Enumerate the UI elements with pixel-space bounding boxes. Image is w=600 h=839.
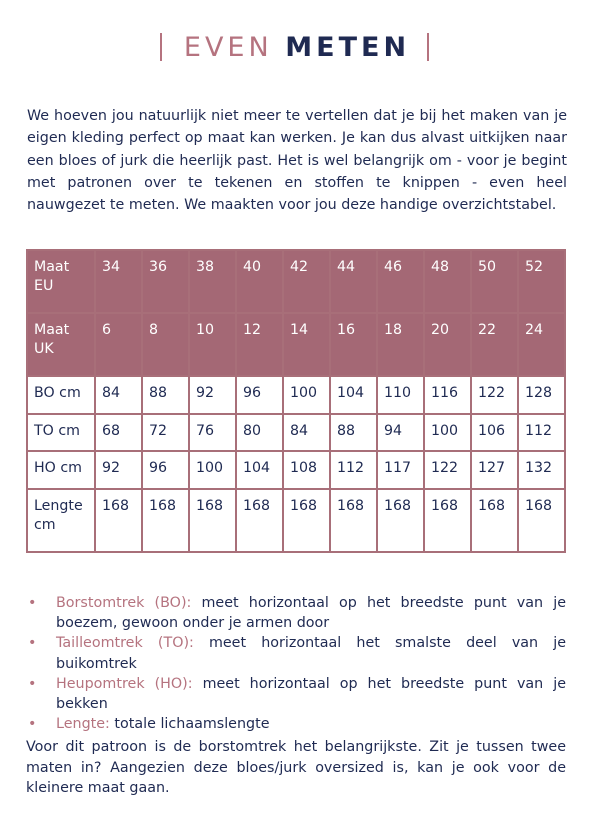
table-cell: 104: [330, 376, 377, 414]
table-row: [27, 250, 565, 313]
definition-text: totale lichaamslengte: [109, 716, 270, 733]
table-cell: 168: [471, 489, 518, 552]
table-cell: 42: [283, 250, 330, 313]
table-cell: 168: [283, 489, 330, 552]
row-label: BO cm: [27, 376, 95, 414]
table-cell: 122: [471, 376, 518, 414]
table-cell: 72: [142, 414, 189, 452]
table-row: [27, 489, 565, 552]
table-cell: 104: [236, 451, 283, 489]
table-cell: 96: [236, 376, 283, 414]
title-divider-right: [427, 33, 429, 61]
table-cell: 96: [142, 451, 189, 489]
definition-text: meet horizontaal het smalste deel van je buikomtrek: [56, 635, 566, 672]
table-cell: 168: [518, 489, 565, 552]
table-cell: 50: [471, 250, 518, 313]
table-cell: 168: [424, 489, 471, 552]
table-cell: 112: [518, 414, 565, 452]
page-title: [172, 30, 422, 66]
definition-term: Borstomtrek (BO):: [56, 595, 192, 611]
page-header: [0, 30, 600, 70]
table-cell: 48: [424, 250, 471, 313]
table-cell: 100: [283, 376, 330, 414]
measurement-definitions: [26, 593, 566, 734]
definition-term: Heupomtrek (HO):: [56, 675, 193, 692]
table-cell: 38: [189, 250, 236, 313]
table-cell: 100: [424, 414, 471, 452]
table-cell: 92: [189, 376, 236, 414]
table-cell: 34: [95, 250, 142, 313]
definition-term: Lengte:: [56, 716, 110, 733]
bullet-icon: •: [28, 595, 37, 611]
table-cell: 10: [189, 313, 236, 376]
table-cell: 8: [142, 313, 189, 376]
table-cell: 122: [424, 451, 471, 489]
table-cell: 132: [518, 451, 565, 489]
intro-paragraph: We hoeven jou natuurlijk niet meer te vertellen dat je bij het maken van je eigen kleding perfect op maat kan werken. Je kan dus alvast uitkijken naar een bloes of jurk die heerlijk past. Het is wel belangrijk om - voor je begint met patronen over te tekenen en stoffen te knippen - even heel nauwgezet te meten. We maakten voor jou deze handige overzichtstabel.: [27, 108, 567, 214]
table-cell: 80: [236, 414, 283, 452]
table-cell: 12: [236, 313, 283, 376]
title-divider-left: [160, 33, 162, 61]
table-cell: 52: [518, 250, 565, 313]
table-cell: 106: [471, 414, 518, 452]
list-item: [26, 593, 566, 633]
table-cell: 108: [283, 451, 330, 489]
table-cell: 168: [95, 489, 142, 552]
title-word-meten: METEN: [285, 32, 411, 63]
table-cell: 110: [377, 376, 424, 414]
table-cell: 84: [283, 414, 330, 452]
table-cell: 168: [142, 489, 189, 552]
definition-term: Tailleomtrek (TO):: [56, 635, 194, 652]
size-table: [26, 249, 566, 553]
table-cell: 168: [330, 489, 377, 552]
table-cell: 40: [236, 250, 283, 313]
table-row: [27, 376, 565, 414]
row-label: Maat EU: [27, 250, 95, 313]
list-item: [26, 714, 566, 734]
table-cell: 112: [330, 451, 377, 489]
table-cell: 6: [95, 313, 142, 376]
table-cell: 20: [424, 313, 471, 376]
table-cell: 88: [330, 414, 377, 452]
list-item: [26, 674, 566, 714]
bullet-icon: •: [28, 635, 37, 652]
list-item: [26, 633, 566, 673]
table-cell: 36: [142, 250, 189, 313]
table-cell: 117: [377, 451, 424, 489]
table-row: [27, 313, 565, 376]
table-cell: 168: [236, 489, 283, 552]
table-row: [27, 451, 565, 489]
table-cell: 127: [471, 451, 518, 489]
table-cell: 16: [330, 313, 377, 376]
table-cell: 94: [377, 414, 424, 452]
table-cell: 14: [283, 313, 330, 376]
table-cell: 46: [377, 250, 424, 313]
table-cell: 76: [189, 414, 236, 452]
table-cell: 84: [95, 376, 142, 414]
table-cell: 88: [142, 376, 189, 414]
pattern-note: Voor dit patroon is de borstomtrek het belangrijkste. Zit je tussen twee maten in? Aangezien deze bloes/jurk oversized is, kan je ook voor de kleinere maat gaan.: [26, 739, 566, 797]
table-cell: 100: [189, 451, 236, 489]
row-label: HO cm: [27, 451, 95, 489]
row-label: Maat UK: [27, 313, 95, 376]
definition-text: meet horizontaal op het breedste punt van je bekken: [56, 675, 566, 713]
table-cell: 44: [330, 250, 377, 313]
row-label: TO cm: [27, 414, 95, 452]
table-row: [27, 414, 565, 452]
title-word-even: EVEN: [183, 32, 273, 63]
table-cell: 168: [377, 489, 424, 552]
table-cell: 116: [424, 376, 471, 414]
table-cell: 18: [377, 313, 424, 376]
table-cell: 24: [518, 313, 565, 376]
table-cell: 92: [95, 451, 142, 489]
table-cell: 168: [189, 489, 236, 552]
table-cell: 22: [471, 313, 518, 376]
bullet-icon: •: [28, 716, 37, 733]
table-cell: 68: [95, 414, 142, 452]
row-label: Lengte cm: [27, 489, 95, 552]
table-cell: 128: [518, 376, 565, 414]
bullet-icon: •: [28, 675, 37, 692]
definition-text: meet horizontaal op het breedste punt van je boezem, gewoon onder je armen door: [56, 595, 566, 632]
